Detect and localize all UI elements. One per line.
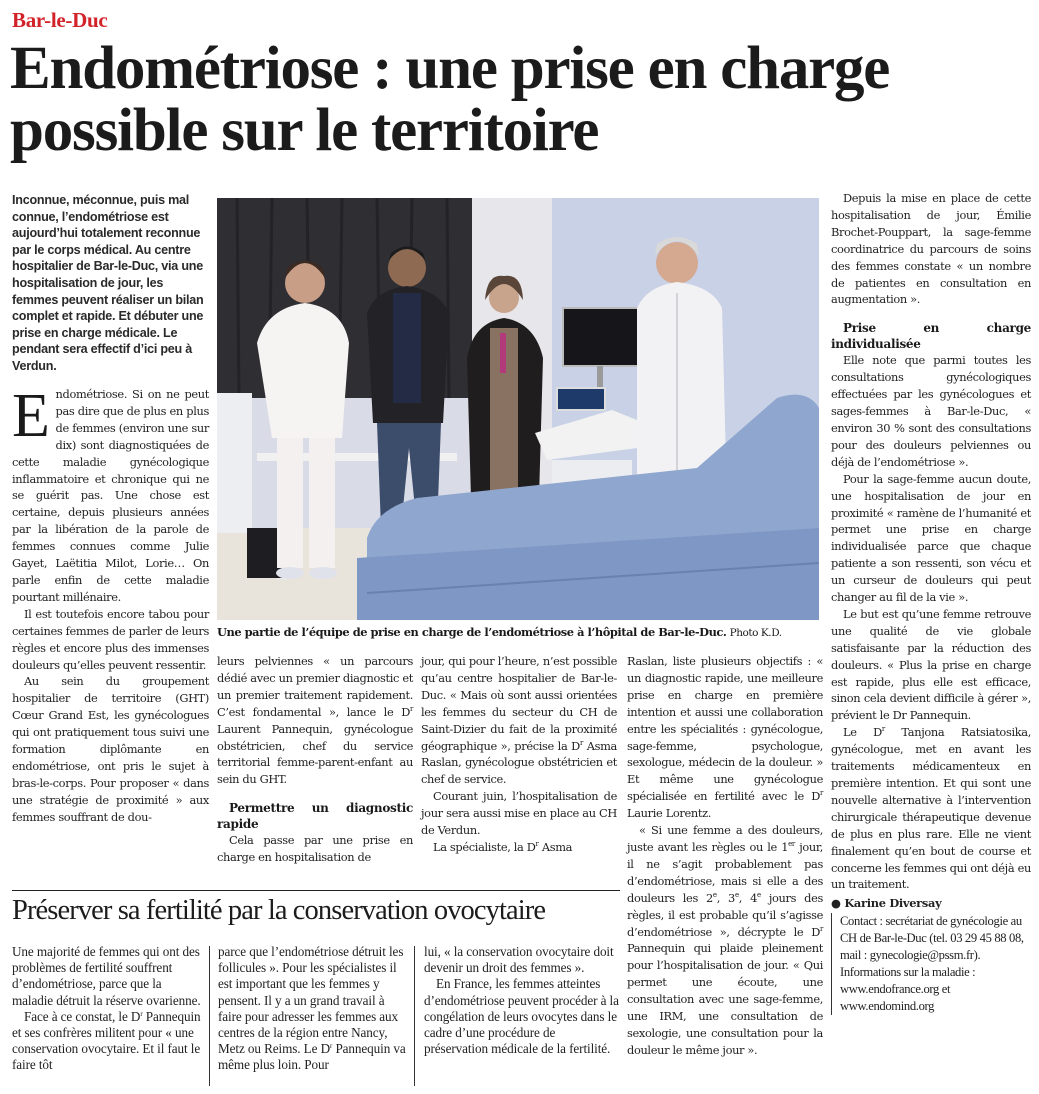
paragraph: Courant juin, l’hospitalisation de jour sera aussi mise en place au CH de Verdun. bbox=[421, 789, 617, 838]
paragraph bbox=[831, 724, 1031, 893]
paragraph bbox=[421, 653, 617, 788]
paragraph bbox=[421, 839, 617, 856]
box-top-rule bbox=[12, 890, 620, 891]
paragraph-text: Face à ce constat, le D bbox=[24, 1008, 141, 1024]
headline-line-2: possible sur le territoire bbox=[10, 97, 599, 164]
superscript: e bbox=[712, 890, 717, 899]
paragraph bbox=[217, 653, 413, 788]
superscript: r bbox=[579, 738, 583, 747]
team-photo-illustration bbox=[217, 198, 819, 620]
paragraph: En France, les femmes atteintes d’endométriose peuvent procéder à la congélation de leurs ovocytes dans le cadre d’une procédure de préservation médicale de la fertilité. bbox=[424, 976, 619, 1057]
paragraph: Au sein du groupement hospitalier de territoire (GHT) Cœur Grand Est, les gynécologues qui ont pratiquement tous suivi une formation diplômante en endométriose, ont pris le sujet à bras-le-corps. Pour proposer « dans une stratégie de proximité » aux femmes souffrant de dou- bbox=[12, 674, 209, 824]
article-column-2 bbox=[217, 653, 413, 866]
caption-text: Une partie de l’équipe de prise en charge de l’endométriose à l’hôpital de Bar-le-Duc. bbox=[217, 625, 727, 639]
paragraph-text: Laurie Lorentz. bbox=[627, 806, 712, 821]
article-column-1 bbox=[12, 382, 209, 826]
superscript: e bbox=[734, 890, 739, 899]
paragraph: Une majorité de femmes qui ont des problèmes de fertilité souffrent d’endométriose, parce que la maladie détruit la réserve ovarienne. bbox=[12, 944, 201, 1008]
article-column-5 bbox=[831, 190, 1031, 1015]
superscript: r bbox=[140, 1009, 143, 1018]
headline bbox=[10, 35, 1030, 164]
paragraph-text: Pannequin qui plaide pleinement pour l’hospitalisation de jour. « Qui permet une écoute, une consultation avec une sage-femme, une IRM, une consultation de sexologie, une consultation pour la douleur le même jour ». bbox=[627, 941, 823, 1057]
contact-info: Contact : secrétariat de gynécologie au CH de Bar-le-Duc (tel. 03 29 45 88 08, mail : gynecologie@pssm.fr). Informations sur la maladie : www.endofrance.org et www.endomind.org bbox=[831, 913, 1031, 1015]
subheading: Prise en charge individualisée bbox=[831, 321, 1031, 352]
article-photo bbox=[217, 198, 819, 620]
box-column-2 bbox=[218, 944, 410, 1074]
superscript: er bbox=[788, 839, 795, 848]
bullet-icon: ● bbox=[831, 896, 841, 911]
author-byline bbox=[831, 895, 1031, 911]
paragraph-text: Pannequin va même plus loin. Pour bbox=[218, 1041, 406, 1073]
paragraph: lui, « la conservation ovocytaire doit devenir un droit des femmes ». bbox=[424, 944, 614, 976]
superscript: r bbox=[410, 704, 413, 713]
paragraph-text: Asma Raslan, gynécologue obstétricien et chef de service. bbox=[421, 738, 617, 787]
paragraph-text: Raslan, liste plusieurs objectifs : « un diagnostic rapide, une meilleure prise en charge en première intention et aussi une collaboration entre les spécialités : gynécologue, sage-femme, psychologue, sexologue, médecin de la douleur. » Et même une gynécologue spécialisée en fertilité avec le D bbox=[627, 654, 823, 804]
paragraph: Il est toutefois encore tabou pour certaines femmes de parler de leurs règles et encore plus des immenses douleurs qu’elles peuvent ressentir. bbox=[12, 606, 209, 672]
paragraph-text: ndométriose. Si on ne peut pas dire que de plus en plus de femmes (environ une sur dix) sont diagnostiquées de cette maladie gynécologique inflammatoire et chronique qui ne se guérit pas. Une chose est certaine, depuis plusieurs années par la libération de la parole de femmes connues comme Julie Gayet, Laëtitia Milot, Lorie… On parle enfin de cette maladie pourtant millénaire. bbox=[12, 387, 209, 604]
paragraph: Elle note que parmi toutes les consultations gynécologiques effectuées par les gynécologues et sages-femmes à Bar-le-Duc, « environ 30 % sont des consultations pour des douleurs pelviennes ou déjà de l’endométriose ». bbox=[831, 353, 1031, 469]
paragraph-text: leurs pelviennes « un parcours dédié avec un premier diagnostic et un premier traitement rapidement. C’est fondamental », lance le D bbox=[217, 654, 413, 719]
paragraph-text: Pannequin et ses confrères militent pour « une conservation ovocytaire. Et il faut le faire tôt bbox=[12, 1008, 201, 1073]
paragraph bbox=[627, 822, 823, 1059]
subheading: Permettre un diagnostic rapide bbox=[217, 801, 413, 832]
paragraph-text: « Si une femme a des douleurs, juste avant les règles ou le 1 bbox=[627, 823, 823, 854]
box-column-3 bbox=[424, 944, 619, 1057]
drop-cap: E bbox=[12, 382, 50, 450]
paragraph-text: , 3 bbox=[716, 890, 735, 905]
superscript: r bbox=[820, 789, 823, 798]
paragraph: Le but est qu’une femme retrouve une qualité de vie globale satisfaisante par la réduction des douleurs. « Plus la prise en charge est rapide, plus elle est efficace, sinon cela devient difficile à gérer », prévient le Dr Pannequin. bbox=[831, 606, 1031, 723]
column-divider bbox=[414, 946, 415, 1086]
superscript: r bbox=[330, 1042, 333, 1051]
article-column-3 bbox=[421, 653, 617, 856]
author-name: Karine Diversay bbox=[844, 896, 942, 911]
paragraph: Cela passe par une prise en charge en hospitalisation de bbox=[217, 833, 413, 865]
section-kicker: Bar-le-Duc bbox=[12, 8, 108, 32]
paragraph-text: Laurent Pannequin, gynécologue obstétricien, chef du service territorial femme-parent-enfant au sein du GHT. bbox=[217, 721, 413, 787]
paragraph-text: Tanjona Ratsiatosika, gynécologue, met en avant les traitements médicamenteux en première intention. Et qui sont une nouvelle alternative à l’intervention chirurgicale thérapeutique devenue de plus en plus rare. Elle ne vient finalement qu’en bout de course et concerne les femmes qui ont déjà eu un traitement. bbox=[831, 725, 1031, 892]
paragraph bbox=[12, 382, 209, 606]
paragraph-text: , 4 bbox=[738, 890, 757, 905]
paragraph-text: jour, il ne s’agit probablement pas d’endométriose, mais si elle a des douleurs les 2 bbox=[627, 839, 823, 905]
paragraph-text: Asma bbox=[538, 839, 573, 854]
paragraph bbox=[627, 653, 823, 822]
box-column-1 bbox=[12, 944, 204, 1074]
paragraph-text: La spécialiste, la D bbox=[433, 839, 536, 854]
paragraph-text: jours des règles, il est probable qu’il s’agisse d’endométriose », décrypte le D bbox=[627, 890, 823, 939]
article-column-4 bbox=[627, 653, 823, 1059]
paragraph: Pour la sage-femme aucun doute, une hospitalisation de jour en proximité « ramène de l’humanité et permet une prise en charge individualisée parce que chaque patiente a son ressenti, son vécu et un curseur de douleurs qui peut changer au fil de la vie ». bbox=[831, 471, 1031, 605]
paragraph: Depuis la mise en place de cette hospitalisation de jour, Émilie Brochet-Pouppart, la sage-femme coordinatrice du parcours de soins des femmes constate « un nombre de patientes en consultation en augmentation ». bbox=[831, 191, 1031, 307]
superscript: r bbox=[881, 725, 885, 734]
paragraph bbox=[12, 1009, 204, 1074]
paragraph-text: Le D bbox=[843, 725, 882, 740]
paragraph-text: parce que l’endométriose détruit les follicules ». Pour les spécialistes il est important que les femmes y pensent. Il y a un grand travail à faire pour adresser les femmes aux centres de la région entre Nancy, Metz ou Reims. Le D bbox=[218, 944, 404, 1057]
paragraph bbox=[218, 944, 410, 1074]
superscript: e bbox=[756, 890, 761, 899]
superscript: r bbox=[535, 839, 539, 848]
box-title: Préserver sa fertilité par la conservation ovocytaire bbox=[12, 895, 546, 926]
article-lede: Inconnue, méconnue, puis mal connue, l’endométriose est aujourd’hui totalement reconnue par le corps médical. Au centre hospitalier de Bar-le-Duc, via une hospitalisation de jour, les femmes peuvent réaliser un bilan complet et rapide. Et débuter une prise en charge médicale. Le pendant sera effectif d’ici peu à Verdun. bbox=[12, 193, 204, 373]
paragraph-text: jour, qui pour l’heure, n’est possible qu’au centre hospitalier de Bar-le-Duc. « Mais où sont aussi orientées les femmes du secteur du CH de Saint-Dizier du fait de la proximité géographique », précise la D bbox=[421, 654, 617, 753]
superscript: r bbox=[820, 924, 823, 933]
photo-credit: Photo K.D. bbox=[729, 627, 782, 639]
headline-line-1: Endométriose : une prise en charge bbox=[10, 35, 890, 102]
column-divider bbox=[209, 946, 210, 1086]
photo-caption bbox=[217, 624, 821, 641]
